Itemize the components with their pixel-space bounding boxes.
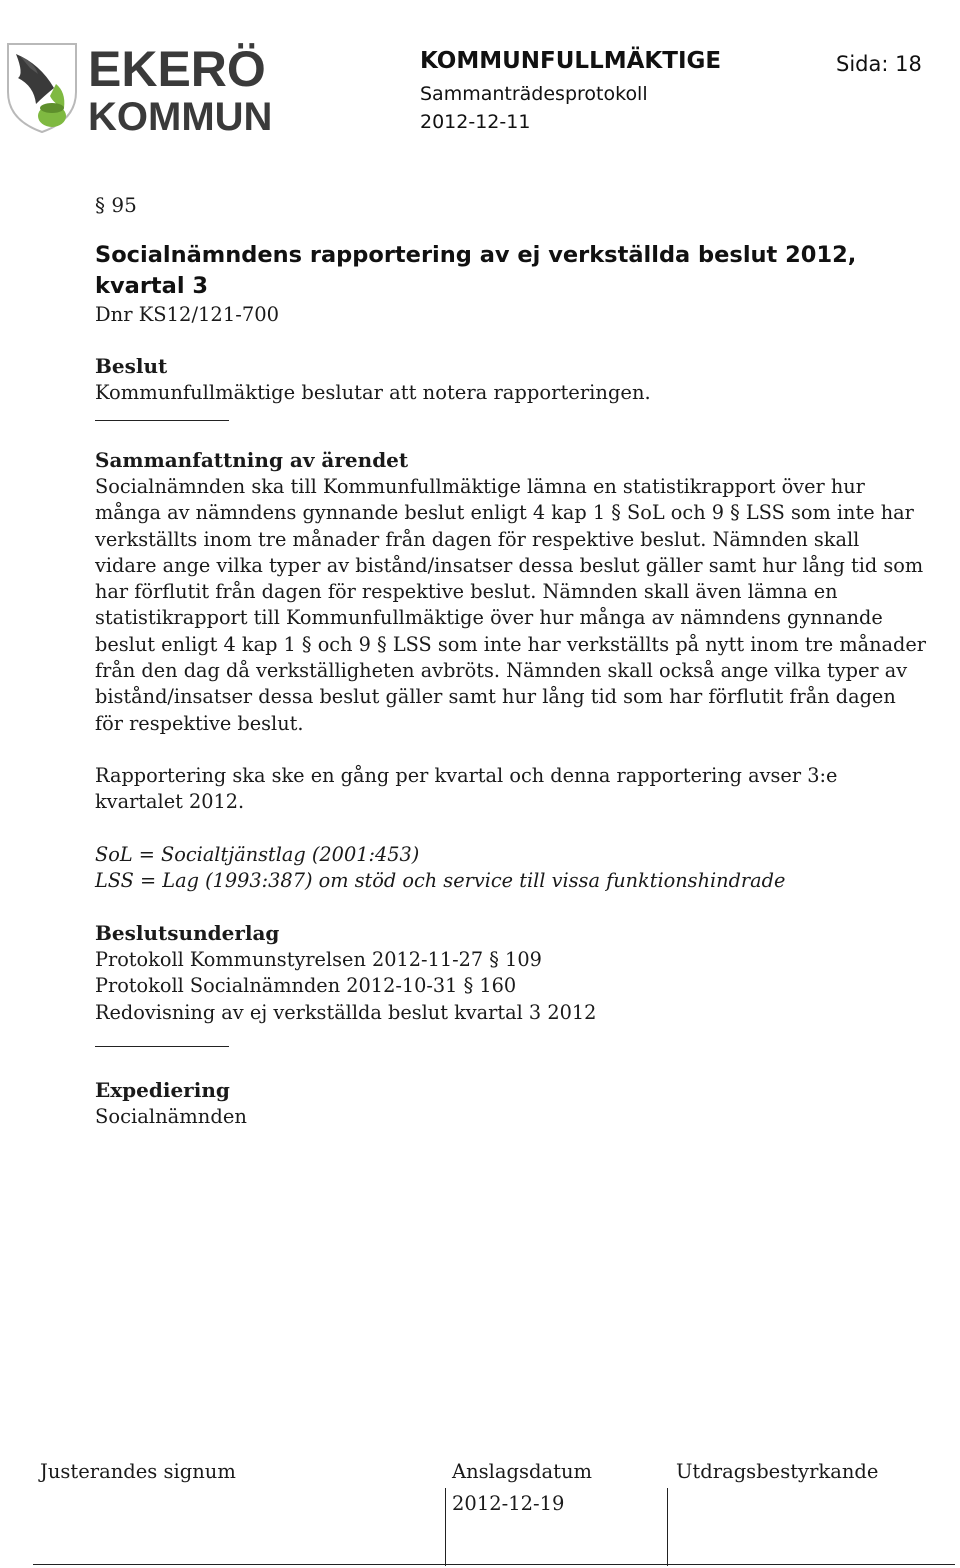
protocol-section xyxy=(95,190,955,1131)
text-line: bistånd/insatser dessa beslut gäller samt hur lång tid som har förflutit från dagen xyxy=(95,685,896,709)
logo-text-ekero: EKERÖ xyxy=(88,41,266,97)
text-line: Rapportering ska ske en gång per kvartal och denna rapportering avser 3:e xyxy=(95,763,838,787)
paragraph-number: § 95 xyxy=(95,193,137,217)
anslagsdatum-value: 2012-12-19 xyxy=(452,1492,565,1515)
beslut-text: Kommunfullmäktige beslutar att notera rapporteringen. xyxy=(95,380,651,404)
beslutsunderlag-list xyxy=(95,947,955,1026)
document-type: Sammanträdesprotokoll xyxy=(420,83,648,105)
sammanfattning-text xyxy=(95,474,955,737)
list-item: Protokoll Socialnämnden 2012-10-31 § 160 xyxy=(95,974,517,998)
justerandes-signum-label: Justerandes signum xyxy=(40,1460,236,1483)
section-title xyxy=(95,240,955,302)
signature-footer xyxy=(0,1450,960,1568)
abbreviation-lss: LSS = Lag (1993:387) om stöd och service till vissa funktionshindrade xyxy=(95,868,786,892)
list-item: Protokoll Kommunstyrelsen 2012-11-27 § 109 xyxy=(95,948,542,972)
beslutsunderlag-heading: Beslutsunderlag xyxy=(95,921,280,946)
footer-baseline xyxy=(33,1564,955,1565)
text-line: många av nämndens gynnande beslut enligt 4 kap 1 § SoL och 9 § LSS som inte har xyxy=(95,501,914,525)
section-title-line: Socialnämndens rapportering av ej verkställda beslut 2012, xyxy=(95,242,857,268)
list-item: Redovisning av ej verkställda beslut kvartal 3 2012 xyxy=(95,1000,597,1024)
expediering-recipient: Socialnämnden xyxy=(95,1105,247,1129)
anslagsdatum-label: Anslagsdatum xyxy=(452,1460,592,1483)
footer-divider xyxy=(445,1488,446,1566)
text-line: beslut enligt 4 kap 1 § och 9 § LSS som inte har verkställts på nytt inom tre månader xyxy=(95,632,927,656)
sammanfattning-heading: Sammanfattning av ärendet xyxy=(95,448,409,472)
logo-text-kommun: KOMMUN xyxy=(88,95,273,134)
utdragsbestyrkande-label: Utdragsbestyrkande xyxy=(676,1460,879,1483)
text-line: kvartalet 2012. xyxy=(95,790,245,814)
page-number: Sida: 18 xyxy=(836,52,922,76)
text-line: verkställts inom tre månader från dagen för respektive beslut. Nämnden skall xyxy=(95,527,860,551)
divider xyxy=(95,1046,229,1047)
footer-divider xyxy=(667,1488,668,1566)
section-title-line: kvartal 3 xyxy=(95,273,209,299)
divider xyxy=(95,420,229,421)
abbreviation-sol: SoL = Socialtjänstlag (2001:453) xyxy=(95,842,420,866)
shield-emblem-icon xyxy=(8,44,76,132)
text-line: för respektive beslut. xyxy=(95,711,304,735)
text-line: från den dag då verkställigheten avbröts. Nämnden skall också ange vilka typer av xyxy=(95,659,908,683)
text-line: vidare ange vilka typer av bistånd/insatser dessa beslut gäller samt hur lång tid som xyxy=(95,553,924,577)
text-line: Socialnämnden ska till Kommunfullmäktige lämna en statistikrapport över hur xyxy=(95,475,865,498)
ekero-kommun-logo xyxy=(4,34,276,134)
diary-number: Dnr KS12/121-700 xyxy=(95,303,280,326)
meeting-date: 2012-12-11 xyxy=(420,111,531,133)
abbreviations xyxy=(95,842,955,895)
text-line: har förflutit från dagen för respektive beslut. Nämnden skall även lämna en xyxy=(95,580,838,604)
beslut-heading: Beslut xyxy=(95,353,168,378)
rapportering-text xyxy=(95,763,955,816)
text-line: statistikrapport till Kommunfullmäktige över hur många av nämndens gynnande xyxy=(95,606,883,630)
expediering-heading: Expediering xyxy=(95,1078,230,1103)
document-title: KOMMUNFULLMÄKTIGE xyxy=(420,48,722,74)
